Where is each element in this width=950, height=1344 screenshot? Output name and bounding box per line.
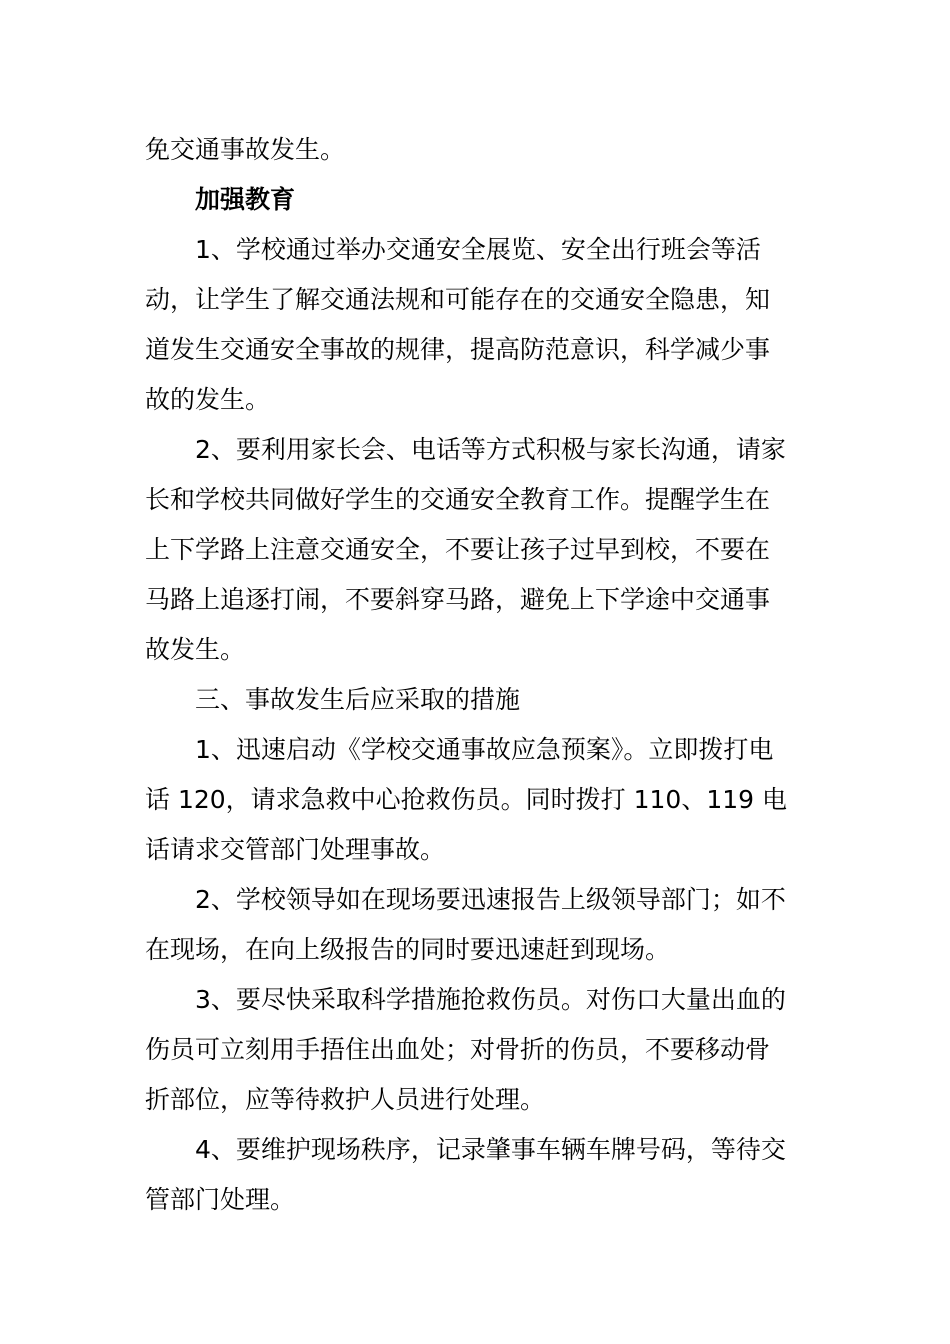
text-line: 3、要尽快采取科学措施抢救伤员。对伤口大量出血的 (195, 985, 786, 1014)
text-line: 在现场，在向上级报告的同时要迅速赶到现场。 (145, 935, 671, 964)
text-line: 免交通事故发生。 (145, 135, 346, 164)
text-line: 4、要维护现场秩序，记录肇事车辆车牌号码，等待交 (195, 1135, 786, 1164)
text-line: 故发生。 (145, 635, 246, 664)
text-line: 折部位，应等待救护人员进行处理。 (145, 1085, 546, 1114)
text-line: 1、学校通过举办交通安全展览、安全出行班会等活 (195, 235, 761, 264)
text-line: 马路上追逐打闹，不要斜穿马路，避免上下学途中交通事 (145, 585, 771, 614)
text-line: 伤员可立刻用手捂住出血处；对骨折的伤员，不要移动骨 (145, 1035, 771, 1064)
text-line: 2、要利用家长会、电话等方式积极与家长沟通，请家 (195, 435, 786, 464)
section-heading: 三、事故发生后应采取的措施 (195, 685, 521, 714)
text-line: 话 120，请求急救中心抢救伤员。同时拨打 110、119 电 (145, 785, 787, 814)
text-line: 上下学路上注意交通安全，不要让孩子过早到校，不要在 (145, 535, 771, 564)
text-line: 1、迅速启动《学校交通事故应急预案》。立即拨打电 (195, 735, 774, 764)
text-line: 长和学校共同做好学生的交通安全教育工作。提醒学生在 (145, 485, 771, 514)
text-line: 2、学校领导如在现场要迅速报告上级领导部门；如不 (195, 885, 786, 914)
text-line: 故的发生。 (145, 385, 271, 414)
text-line: 管部门处理。 (145, 1185, 296, 1214)
section-heading: 加强教育 (195, 185, 296, 214)
text-line: 道发生交通安全事故的规律，提高防范意识，科学减少事 (145, 335, 771, 364)
text-line: 动，让学生了解交通法规和可能存在的交通安全隐患，知 (145, 285, 771, 314)
text-line: 话请求交管部门处理事故。 (145, 835, 446, 864)
